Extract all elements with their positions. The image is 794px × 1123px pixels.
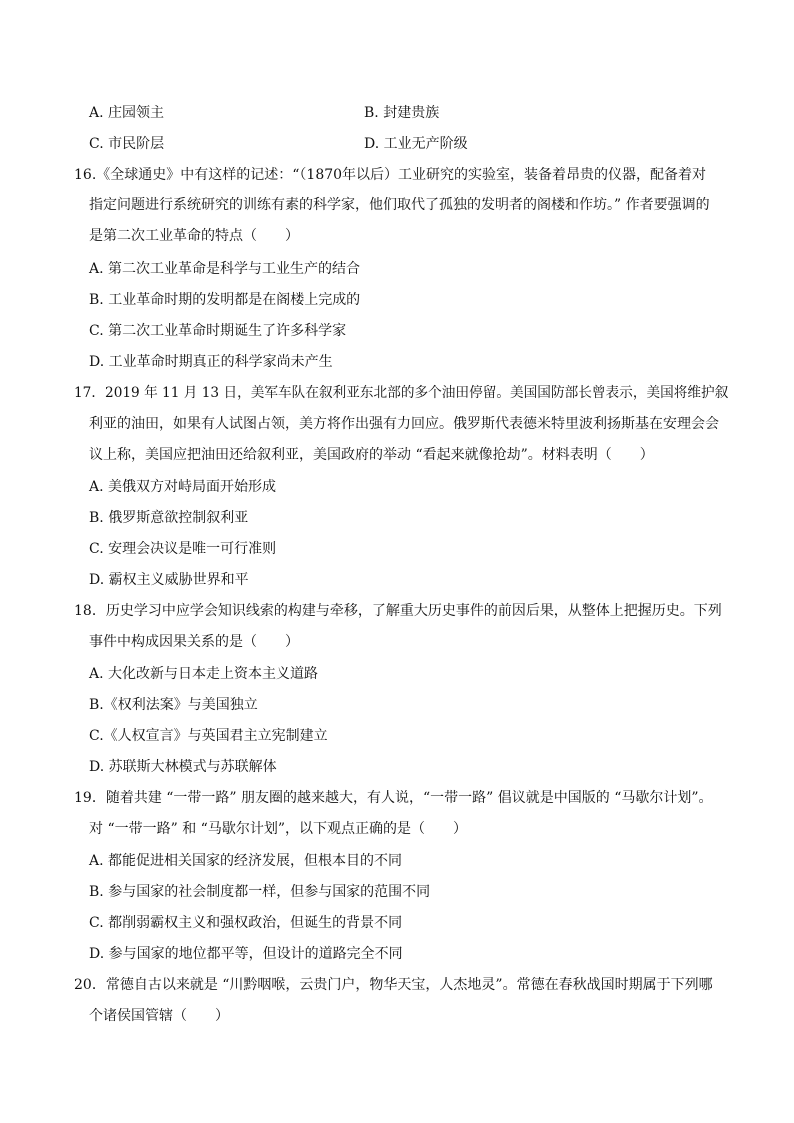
q16-stem-line-1: 16.《全球通史》中有这样的记述：“（1870年以后）工业研究的实验室，装备着昂贵的仪器，配备着对 [74, 167, 707, 183]
q18-option-b: B.《权利法案》与美国独立 [89, 697, 258, 713]
q19-option-a: A. 都能促进相关国家的经济发展，但根本目的不同 [89, 853, 403, 869]
q19-option-d: D. 参与国家的地位都平等，但设计的道路完全不同 [89, 946, 403, 962]
q15-option-d: D. 工业无产阶级 [364, 136, 468, 152]
q17-stem-line-3: 议上称，美国应把油田还给叙利亚，美国政府的举动 “看起来就像抢劫”。材料表明（ ） [89, 447, 654, 463]
q16-option-c: C. 第二次工业革命时期诞生了许多科学家 [89, 323, 347, 339]
q16-stem-line-3: 是第二次工业革命的特点（ ） [89, 228, 299, 244]
q17-option-d: D. 霸权主义威胁世界和平 [89, 572, 249, 588]
q16-option-d: D. 工业革命时期真正的科学家尚未产生 [89, 354, 333, 370]
q19-stem-line-1: 19．随着共建 “一带一路” 朋友圈的越来越大，有人说，“一带一路” 倡议就是中国版的 “马歇尔计划”。 [74, 790, 713, 806]
q16-option-b: B. 工业革命时期的发明都是在阁楼上完成的 [89, 292, 361, 308]
q16-stem-line-2: 指定问题进行系统研究的训练有素的科学家，他们取代了孤独的发明者的阁楼和作坊。” 作者要强调的 [89, 197, 710, 213]
q19-option-c: C. 都削弱霸权主义和强权政治，但诞生的背景不同 [89, 915, 403, 931]
q18-option-a: A. 大化改新与日本走上资本主义道路 [89, 666, 319, 682]
q17-option-b: B. 俄罗斯意欲控制叙利亚 [89, 510, 249, 526]
q20-stem-line-2: 个诸侯国管辖（ ） [89, 1008, 229, 1024]
q18-option-c: C.《人权宣言》与英国君主立宪制建立 [89, 728, 328, 744]
q19-stem-line-2: 对 “一带一路” 和 “马歇尔计划”，以下观点正确的是（ ） [89, 821, 467, 837]
q17-stem-line-1: 17．2019 年 11 月 13 日，美军车队在叙利亚东北部的多个油田停留。美国国防部长曾表示，美国将维护叙 [74, 385, 729, 401]
q17-option-c: C. 安理会决议是唯一可行准则 [89, 541, 277, 557]
q17-option-a: A. 美俄双方对峙局面开始形成 [89, 479, 277, 495]
q18-stem-line-2: 事件中构成因果关系的是（ ） [89, 634, 299, 650]
q15-option-a: A. 庄园领主 [89, 105, 165, 121]
q15-option-c: C. 市民阶层 [89, 136, 165, 152]
q17-stem-line-2: 利亚的油田，如果有人试图占领，美方将作出强有力回应。俄罗斯代表德米特里波利扬斯基在安理会会 [89, 416, 719, 432]
q19-option-b: B. 参与国家的社会制度都一样，但参与国家的范围不同 [89, 884, 431, 900]
q18-option-d: D. 苏联斯大林模式与苏联解体 [89, 759, 277, 775]
q16-option-a: A. 第二次工业革命是科学与工业生产的结合 [89, 261, 361, 277]
q18-stem-line-1: 18．历史学习中应学会知识线索的构建与牵移，了解重大历史事件的前因后果，从整体上把握历史。下列 [74, 603, 722, 619]
q20-stem-line-1: 20．常德自古以来就是 “川黔咽喉，云贵门户，物华天宝，人杰地灵”。常德在春秋战国时期属于下列哪 [74, 977, 713, 993]
q15-option-b: B. 封建贵族 [364, 105, 440, 121]
